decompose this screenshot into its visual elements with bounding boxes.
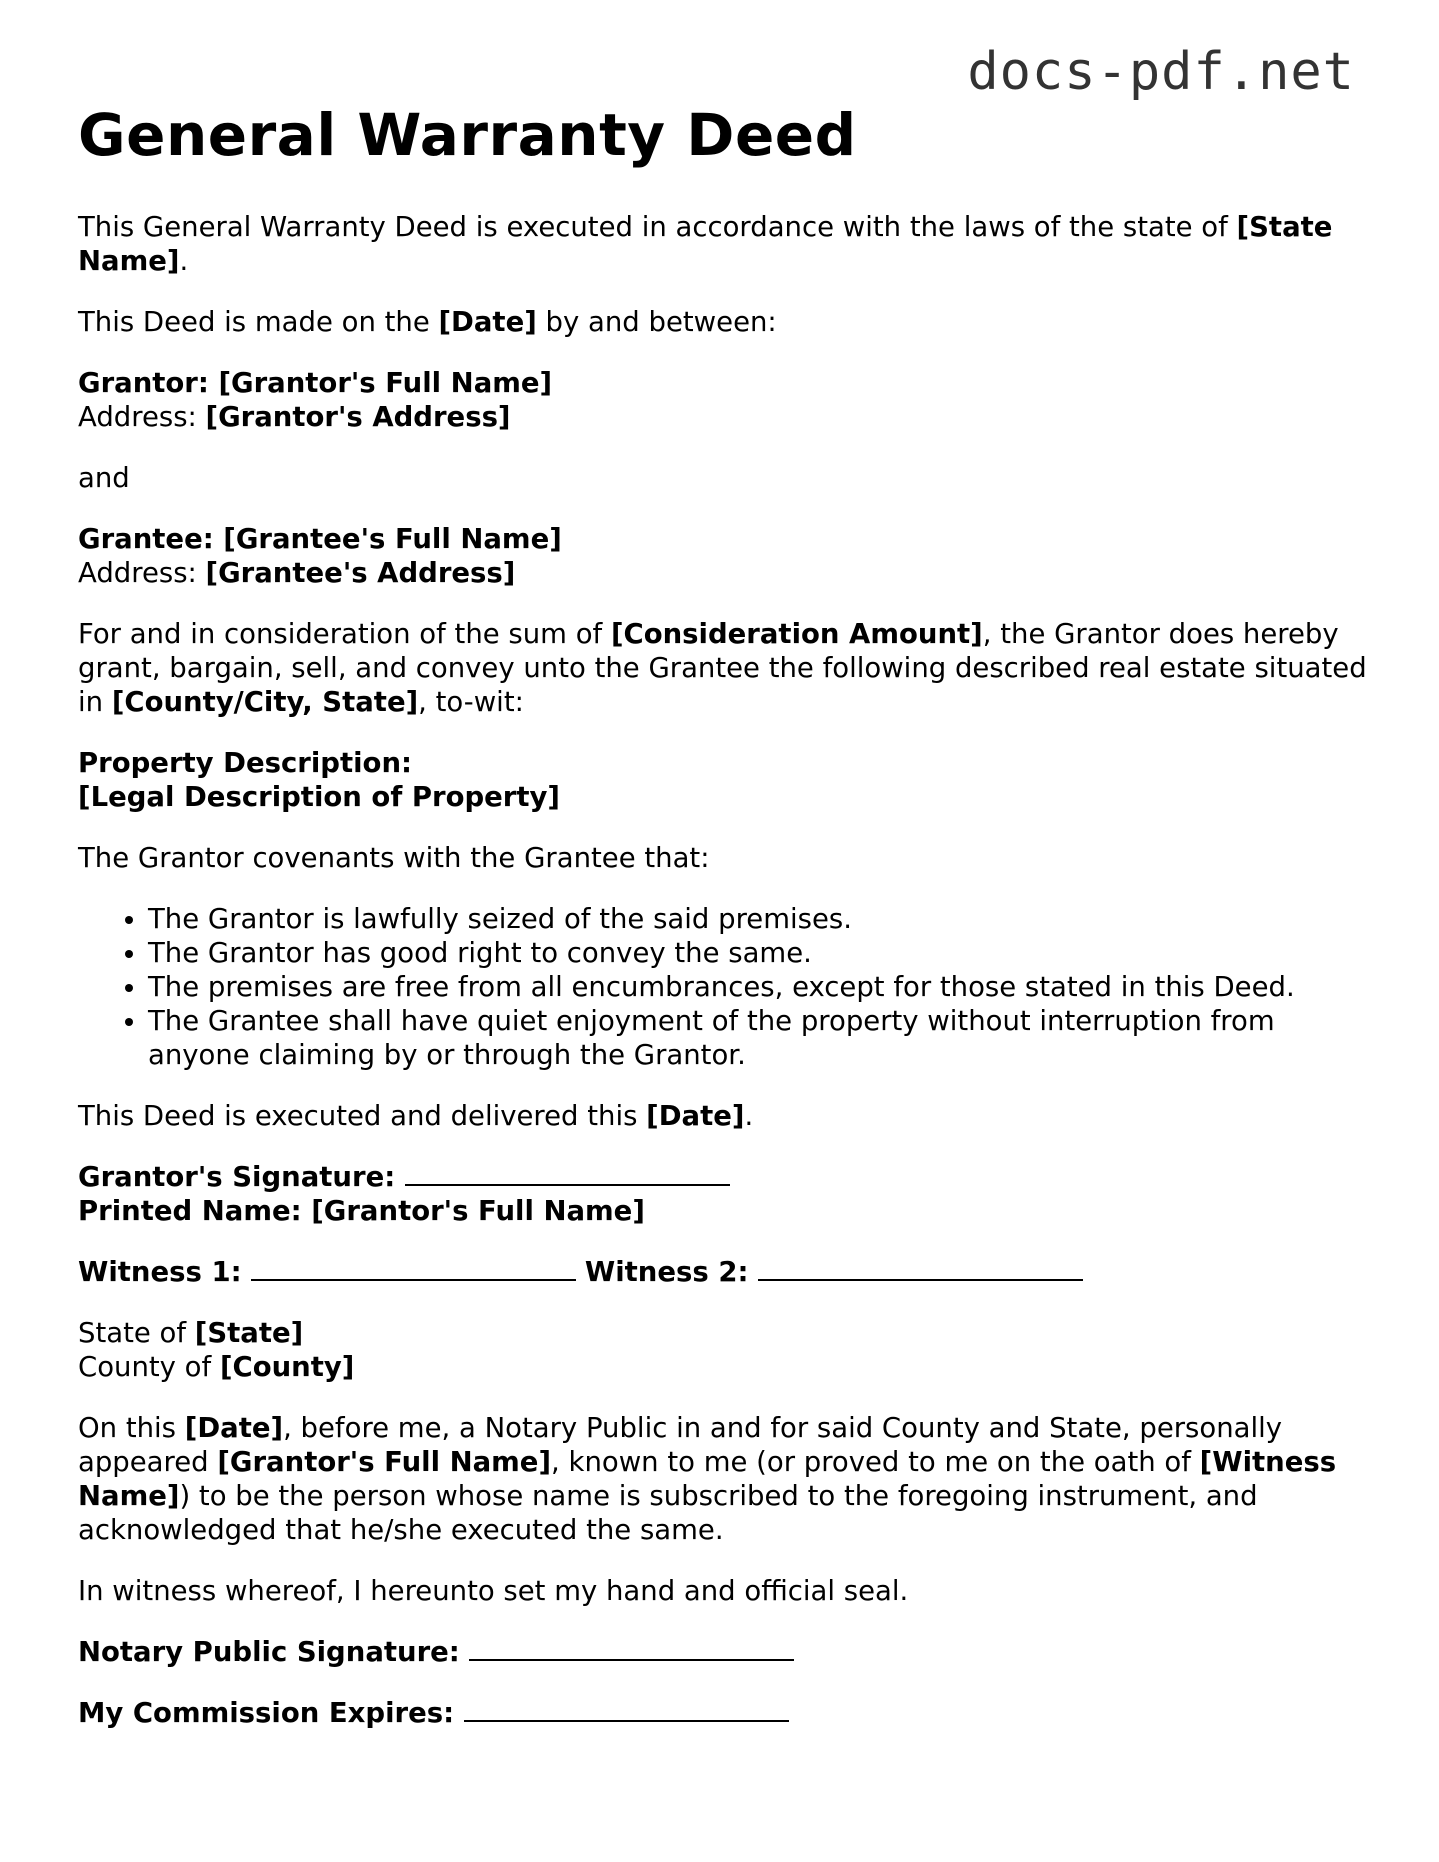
- notary-signature-label: Notary Public Signature:: [78, 1636, 470, 1668]
- notary-paragraph: On this [Date], before me, a Notary Public in and for said County and State, personally appeared [Grantor's Full Name], known to me (or proved to me on the oath of [Witness Name]) to be the person whose name is subscribed to the foregoing instrument, and acknowledged that he/she executed the same.: [78, 1412, 1337, 1546]
- grantee-address-label: Address:: [78, 557, 206, 589]
- printed-name-placeholder: [Grantor's Full Name]: [311, 1195, 645, 1227]
- commission-expires-line: [464, 1698, 789, 1722]
- venue-state-placeholder: [State]: [194, 1317, 304, 1349]
- covenants-list: [78, 902, 1368, 1072]
- list-item: • The premises are free from all encumbrances, except for those stated in this Deed.: [148, 970, 1368, 1004]
- executed-date-placeholder: [Date]: [646, 1100, 745, 1132]
- grantor-name-placeholder: [Grantor's Full Name]: [218, 367, 553, 399]
- grantor-block: [78, 366, 1368, 434]
- consideration-paragraph: For and in consideration of the sum of [Consideration Amount], the Grantor does hereby grant, bargain, sell, and convey unto the Grantee the following described real estate situated in [County/City, State], to-wit:: [78, 618, 1367, 718]
- witness2-label: Witness 2:: [584, 1256, 759, 1288]
- consideration-amount-placeholder: [Consideration Amount]: [610, 618, 983, 650]
- document-title: General Warranty Deed: [78, 101, 857, 169]
- and-text: and: [78, 462, 130, 494]
- property-description-block: [78, 746, 1368, 814]
- venue-block: State of [State] County of [County]: [78, 1317, 355, 1383]
- intro-text: This General Warranty Deed is executed in accordance with the laws of the state of: [78, 211, 1237, 243]
- grantor-address-label: Address:: [78, 401, 206, 433]
- witness-block: [78, 1255, 1368, 1289]
- notary-date-placeholder: [Date]: [184, 1412, 284, 1444]
- grantor-signature-block: [78, 1160, 1368, 1228]
- grantee-label: Grantee:: [78, 523, 224, 555]
- intro-paragraph: This General Warranty Deed is executed in accordance with the laws of the state of [State Name].: [78, 211, 1333, 277]
- witness2-line: [758, 1257, 1083, 1281]
- grantor-address-placeholder: [Grantor's Address]: [205, 401, 511, 433]
- grantor-label: Grantor:: [78, 367, 219, 399]
- grantor-signature-label: Grantor's Signature:: [78, 1161, 405, 1193]
- made-on-paragraph: This Deed is made on the [Date] by and between:: [78, 306, 777, 338]
- witness-whereof-paragraph: In witness whereof, I hereunto set my hand and official seal.: [78, 1575, 909, 1607]
- legal-description-placeholder: [Legal Description of Property]: [78, 781, 561, 813]
- witness1-line: [251, 1257, 576, 1281]
- covenants-intro: The Grantor covenants with the Grantee that:: [78, 842, 710, 874]
- notary-signature-block: [78, 1635, 1368, 1669]
- grantor-signature-line: [405, 1162, 730, 1186]
- list-item: • The Grantee shall have quiet enjoyment of the property without interruption from anyone claiming by or through the Grantor.: [148, 1004, 1368, 1072]
- grantee-address-placeholder: [Grantee's Address]: [205, 557, 516, 589]
- property-description-label: Property Description:: [78, 747, 413, 779]
- list-item: • The Grantor has good right to convey the same.: [148, 936, 1368, 970]
- date-placeholder: [Date]: [438, 306, 537, 338]
- list-item: • The Grantor is lawfully seized of the said premises.: [148, 902, 1368, 936]
- watermark: docs-pdf.net: [967, 42, 1355, 102]
- commission-expires-label: My Commission Expires:: [78, 1697, 464, 1729]
- witness-name-placeholder: [Witness Name]: [78, 1446, 1337, 1512]
- notary-grantor-placeholder: [Grantor's Full Name]: [217, 1446, 552, 1478]
- grantee-name-placeholder: [Grantee's Full Name]: [223, 523, 562, 555]
- state-name-placeholder: [State Name]: [78, 211, 1333, 277]
- notary-signature-line: [469, 1637, 794, 1661]
- commission-block: [78, 1696, 1368, 1730]
- witness1-label: Witness 1:: [78, 1256, 252, 1288]
- document-page: [78, 100, 1368, 1757]
- executed-paragraph: This Deed is executed and delivered this [Date].: [78, 1100, 754, 1132]
- grantee-block: [78, 522, 1368, 590]
- printed-name-label: Printed Name:: [78, 1195, 312, 1227]
- venue-county-placeholder: [County]: [219, 1351, 355, 1383]
- location-placeholder: [County/City, State]: [111, 686, 419, 718]
